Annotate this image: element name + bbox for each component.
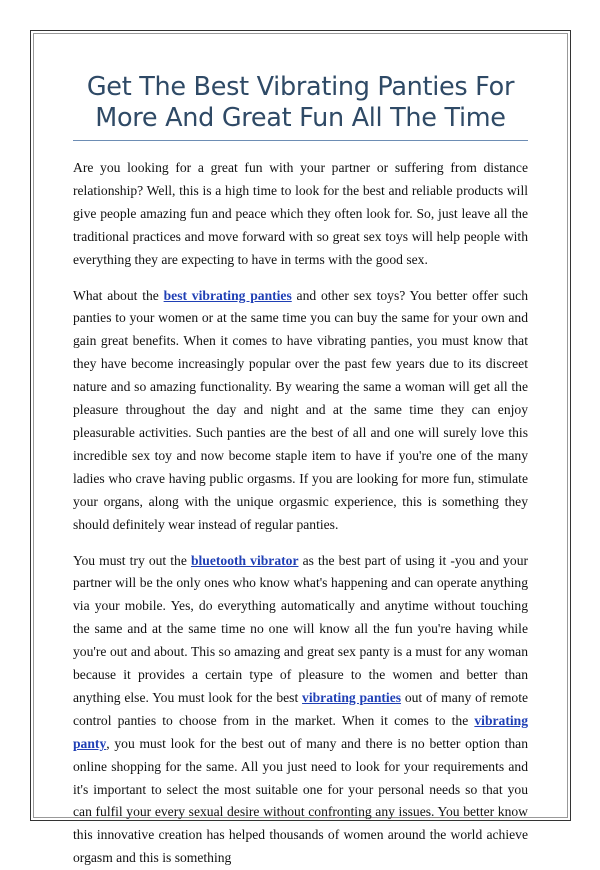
link-best-vibrating-panties[interactable]: best vibrating panties [164,288,292,303]
paragraph-text: Are you looking for a great fun with your partner or suffering from distance relationship? Well, this is a high time to look for the best and reliable products will give people amazing fun and peace which they often look for. So, just leave all the traditional practices and move forward with so great sex toys will help people with everything they are expecting to have in terms with the good sex. [73,160,528,267]
document-body [73,72,528,870]
paragraph-text: You must try out the [73,553,191,568]
paragraph-text: , you must look for the best out of many and there is no better option than online shopping for the same. All you just need to look for your requirements and it's important to select the most suitable one for your personal needs so that you can fulfil your every sexual desire without confronting any issues. You better know this innovative creation has helped thousands of women around the world achieve orgasm and this is something [73,736,528,866]
paragraph-vibrating-panties [73,285,528,537]
paragraph-bluetooth-vibrator [73,550,528,870]
document-title: Get The Best Vibrating Panties For More And Great Fun All The Time [73,72,528,141]
paragraph-text: out of many of remote control panties to choose from in the market. When it comes to the [73,690,528,728]
paragraph-text: and other sex toys? You better offer such panties to your women or at the same time you can buy the same for your own and gain great benefits. When it comes to have vibrating panties, you must know that they have become increasingly popular over the past few years due to its discreet nature and so amazing functionality. By wearing the same a woman will get all the pleasure throughout the day and night and at the same time they can enjoy pleasurable activities. Such panties are the best of all and one will surely love this incredible sex toy and now become staple item to have if you're one of the many ladies who crave having public orgasms. If you are looking for more fun, stimulate your organs, along with the unique orgasmic experience, this is something they should definitely wear instead of regular panties. [73,288,528,532]
link-vibrating-panties[interactable]: vibrating panties [302,690,401,705]
link-bluetooth-vibrator[interactable]: bluetooth vibrator [191,553,299,568]
paragraph-text: as the best part of using it -you and your partner will be the only ones who know what's happening and can operate anything via your mobile. Yes, do everything automatically and anytime without touching the same and at the same time no one will know all the fun you're having while you're out and about. This so amazing and great sex panty is a must for any woman because it provides a certain type of pleasure to the women and better than anything else. You must look for the best [73,553,528,705]
paragraph-intro [73,157,528,272]
paragraph-text: What about the [73,288,164,303]
link-vibrating-panty[interactable]: vibrating panty [73,713,528,751]
